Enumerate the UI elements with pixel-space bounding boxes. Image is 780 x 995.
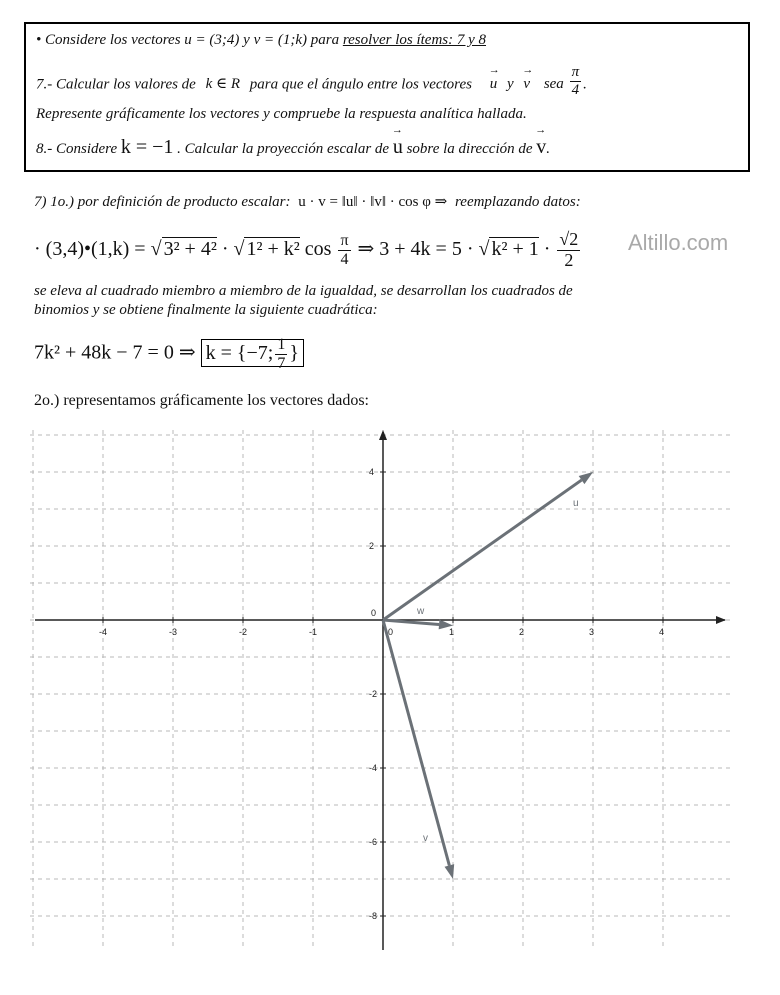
eq1-radicand-3: k² + 1 xyxy=(491,237,539,260)
y-tick-label: 2 xyxy=(369,541,375,551)
fraction-one: 1 xyxy=(277,336,286,353)
k-value: k = −1 xyxy=(120,136,174,158)
equation-2 xyxy=(34,336,304,372)
k-set-open: k = {−7; xyxy=(205,341,274,364)
x-tick-label: -2 xyxy=(239,627,248,637)
x-tick-label: -4 xyxy=(99,627,108,637)
pi-over-4-fraction xyxy=(570,64,582,98)
x-tick-label: 3 xyxy=(589,627,595,637)
period: . xyxy=(583,76,587,93)
y-tick-label: 4 xyxy=(369,467,375,477)
eq1-part-c: · √ xyxy=(216,237,245,260)
vector-w-label: w xyxy=(417,606,425,617)
one-seventh-fraction xyxy=(275,336,287,372)
y-tick-label: -6 xyxy=(369,837,378,847)
y-tick-label: -8 xyxy=(369,911,378,921)
eq1-part-a: · (3,4)•(1,k) = √ xyxy=(34,237,162,260)
sea-text: sea xyxy=(543,76,564,93)
u-definition: u = (3;4) xyxy=(184,32,240,48)
item8-text-b: . Calcular la proyección escalar de xyxy=(177,141,390,157)
vector-u-line xyxy=(383,480,582,620)
altillo-watermark: Altillo.com xyxy=(628,230,729,255)
fraction-denominator: 4 xyxy=(571,81,580,98)
eq1-radicand-1: 3² + 4² xyxy=(163,237,217,260)
item8-line xyxy=(36,136,550,159)
x-tick-label: 4 xyxy=(659,627,665,637)
eq1-root2: √2 xyxy=(559,229,579,249)
vector-u-label: u xyxy=(573,498,579,509)
item7-text-b: para que el ángulo entre los vectores xyxy=(249,76,472,93)
vector-v-label: v xyxy=(423,833,428,844)
v-definition: v = (1;k) xyxy=(253,32,307,48)
replacing-data-text: reemplazando datos: xyxy=(455,194,581,210)
vector-v-symbol: → v xyxy=(523,76,530,93)
eq1-cos: cos xyxy=(299,237,332,260)
graph-intro-text: 2o.) representamos gráficamente los vectores dados: xyxy=(34,392,369,409)
problem-intro-line xyxy=(36,32,486,49)
vector-u-symbol: → u xyxy=(490,76,498,93)
y-tick-label: -2 xyxy=(369,689,378,699)
y-tick-label: -4 xyxy=(369,763,378,773)
para-text: para xyxy=(310,32,340,48)
vector-v-arrowhead xyxy=(445,864,455,879)
fraction-numerator: π xyxy=(571,64,580,80)
solution-box xyxy=(201,336,304,372)
eq1-two: 2 xyxy=(564,249,574,270)
item8-end: . xyxy=(546,141,551,157)
vector-u-symbol-2: → u xyxy=(393,136,403,159)
x-tick-label: 1 xyxy=(449,627,455,637)
vector-v-symbol-2: → v xyxy=(536,136,546,159)
eq1-part-f: ⇒ 3 + 4k = 5 · √ xyxy=(352,237,490,260)
eq1-pi-over-4 xyxy=(338,232,350,268)
item8-text-a: 8.- Considere xyxy=(36,141,118,157)
item7-text-a: 7.- Calcular los valores de xyxy=(36,76,196,93)
intro-text: • Considere los vectores xyxy=(36,32,181,48)
equation-1 xyxy=(34,230,582,271)
graph-vectors xyxy=(383,472,593,879)
conjunction-y: y xyxy=(243,32,250,48)
eq1-radicand-2: 1² + k² xyxy=(246,237,300,260)
solution-line-1 xyxy=(34,192,581,211)
solution-text-3: binomios y se obtiene finalmente la siguiente cuadrática: xyxy=(34,302,378,318)
x-axis-arrow xyxy=(716,616,726,624)
vector-graph xyxy=(0,420,780,960)
x-tick-label: 0 xyxy=(388,627,394,637)
x-tick-label: 2 xyxy=(519,627,525,637)
y-tick-label: 0 xyxy=(371,608,377,618)
graph-grid xyxy=(30,430,730,950)
item8-text-c: sobre la dirección de xyxy=(406,141,533,157)
fraction-seven: 7 xyxy=(277,354,286,372)
eq1-root2-over-2 xyxy=(557,230,580,271)
x-tick-label: -1 xyxy=(309,627,318,637)
eq1-four: 4 xyxy=(340,250,349,268)
eq1-part-h: · xyxy=(538,237,551,260)
x-tick-label: -3 xyxy=(169,627,178,637)
solution-intro: 7) 1o.) por definición de producto escalar: xyxy=(34,194,291,210)
k-set-close: } xyxy=(289,341,299,364)
k-in-r: k ∈ R xyxy=(205,76,241,93)
quadratic-equation: 7k² + 48k − 7 = 0 ⇒ xyxy=(34,341,196,364)
resolver-items-text: resolver los ítems: 7 y 8 xyxy=(342,32,487,48)
scalar-product-formula: u · v = ‖u‖ · ‖v‖ · cos φ ⇒ xyxy=(298,194,448,210)
solution-text-2: se eleva al cuadrado miembro a miembro de la igualdad, se desarrollan los cuadrados de xyxy=(34,283,573,299)
eq1-pi: π xyxy=(340,232,349,250)
graph-axes xyxy=(35,430,726,950)
item7-line xyxy=(36,64,742,102)
problem-box xyxy=(24,22,750,172)
item7-text-c: Represente gráficamente los vectores y compruebe la respuesta analítica hallada. xyxy=(36,106,527,122)
conjunction-y2: y xyxy=(506,76,514,93)
